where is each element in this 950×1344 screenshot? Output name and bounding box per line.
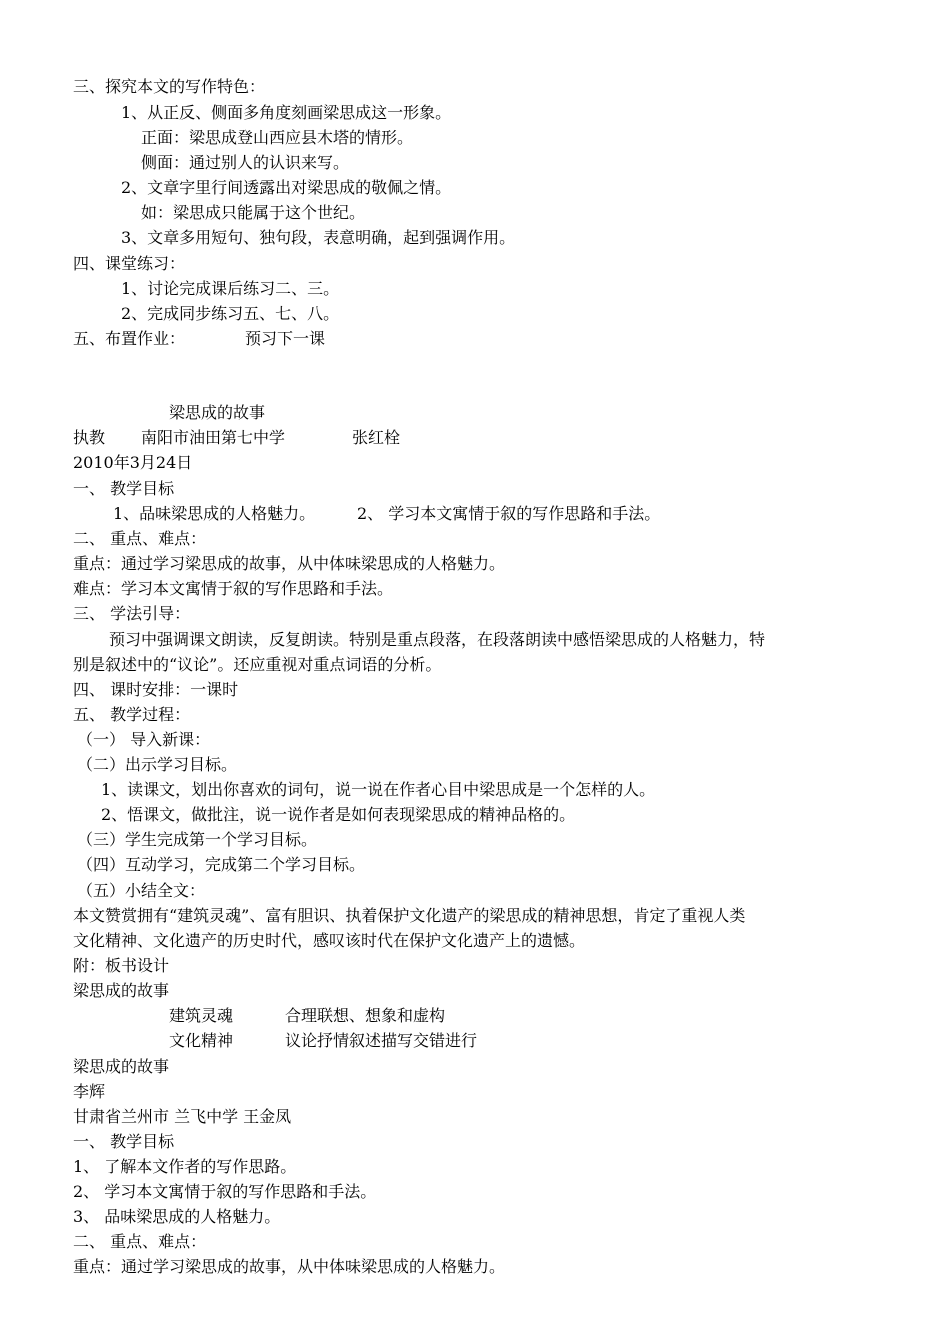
teacher-label: 执教 <box>73 428 106 447</box>
homework-text: 预习下一课 <box>245 329 326 348</box>
practice-item-1: 1、讨论完成课后练习二、三。 <box>121 279 340 298</box>
process-step-5: （五）小结全文： <box>77 881 206 900</box>
board-row-1-right: 合理联想、想象和虚构 <box>285 1006 446 1025</box>
lesson-3-heading-objectives: 一、 教学目标 <box>73 1132 175 1151</box>
objective-1: 1、品味梁思成的人格魅力。 <box>113 504 316 523</box>
lesson-3-author: 李辉 <box>73 1082 106 1101</box>
feature-item-2-example: 如：梁思成只能属于这个世纪。 <box>141 203 366 222</box>
feature-item-1-side: 侧面：通过别人的认识来写。 <box>141 153 350 172</box>
lesson-3-heading-key-points: 二、 重点、难点： <box>73 1232 207 1251</box>
process-step-1: （一） 导入新课： <box>77 730 211 749</box>
method-paragraph-line-1: 预习中强调课文朗读，反复朗读。特别是重点段落，在段落朗读中感悟梁思成的人格魅力，特 <box>109 630 766 649</box>
summary-line-1: 本文赞赏拥有“建筑灵魂”、富有胆识、执着保护文化遗产的梁思成的精神思想，肯定了重视人类 <box>73 906 746 925</box>
lesson-3-objective-3: 3、 品味梁思成的人格魅力。 <box>73 1207 281 1226</box>
lesson-3-objective-1: 1、 了解本文作者的写作思路。 <box>73 1157 297 1176</box>
process-step-3: （三）学生完成第一个学习目标。 <box>77 830 318 849</box>
lesson-3-school-teacher: 甘肃省兰州市 兰飞中学 王金凤 <box>73 1107 292 1126</box>
heading-objectives: 一、 教学目标 <box>73 479 175 498</box>
section-heading-practice: 四、课堂练习： <box>73 254 186 273</box>
heading-key-points: 二、 重点、难点： <box>73 529 207 548</box>
teacher-name: 张红栓 <box>352 428 401 447</box>
feature-item-1-front: 正面：梁思成登山西应县木塔的情形。 <box>141 128 414 147</box>
lesson-3-title: 梁思成的故事 <box>73 1057 170 1076</box>
summary-line-2: 文化精神、文化遗产的历史时代，感叹该时代在保护文化遗产上的遗憾。 <box>73 931 586 950</box>
heading-schedule: 四、 课时安排：一课时 <box>73 680 239 699</box>
section-heading-homework: 五、布置作业： <box>73 329 186 348</box>
board-row-2-left: 文化精神 <box>169 1031 234 1050</box>
feature-item-2: 2、文章字里行间透露出对梁思成的敬佩之情。 <box>121 178 452 197</box>
practice-item-2: 2、完成同步练习五、七、八。 <box>121 304 340 323</box>
section-heading-writing-features: 三、探究本文的写作特色： <box>73 77 266 96</box>
heading-method: 三、 学法引导： <box>73 604 191 623</box>
lesson-3-objective-2: 2、 学习本文寓情于叙的写作思路和手法。 <box>73 1182 377 1201</box>
lesson-date: 2010年3月24日 <box>73 453 193 472</box>
teacher-school: 南阳市油田第七中学 <box>141 428 286 447</box>
process-step-2: （二）出示学习目标。 <box>77 755 238 774</box>
feature-item-3: 3、文章多用短句、独句段，表意明确，起到强调作用。 <box>121 228 516 247</box>
board-title: 梁思成的故事 <box>73 981 170 1000</box>
method-paragraph-line-2: 别是叙述中的“议论”。还应重视对重点词语的分析。 <box>73 655 442 674</box>
process-step-4: （四）互动学习，完成第二个学习目标。 <box>77 855 366 874</box>
process-step-2-item-2: 2、悟课文，做批注，说一说作者是如何表现梁思成的精神品格的。 <box>101 805 576 824</box>
objective-2: 2、 学习本文寓情于叙的写作思路和手法。 <box>357 504 661 523</box>
feature-item-1: 1、从正反、侧面多角度刻画梁思成这一形象。 <box>121 103 452 122</box>
key-point: 重点：通过学习梁思成的故事，从中体味梁思成的人格魅力。 <box>73 554 506 573</box>
difficult-point: 难点：学习本文寓情于叙的写作思路和手法。 <box>73 579 394 598</box>
board-design-label: 附：板书设计 <box>73 956 170 975</box>
process-step-2-item-1: 1、读课文，划出你喜欢的词句，说一说在作者心目中梁思成是一个怎样的人。 <box>101 780 656 799</box>
lesson-3-key-point: 重点：通过学习梁思成的故事，从中体味梁思成的人格魅力。 <box>73 1257 506 1276</box>
heading-process: 五、 教学过程： <box>73 705 191 724</box>
lesson-title: 梁思成的故事 <box>169 403 266 422</box>
board-row-2-right: 议论抒情叙述描写交错进行 <box>285 1031 478 1050</box>
board-row-1-left: 建筑灵魂 <box>169 1006 234 1025</box>
